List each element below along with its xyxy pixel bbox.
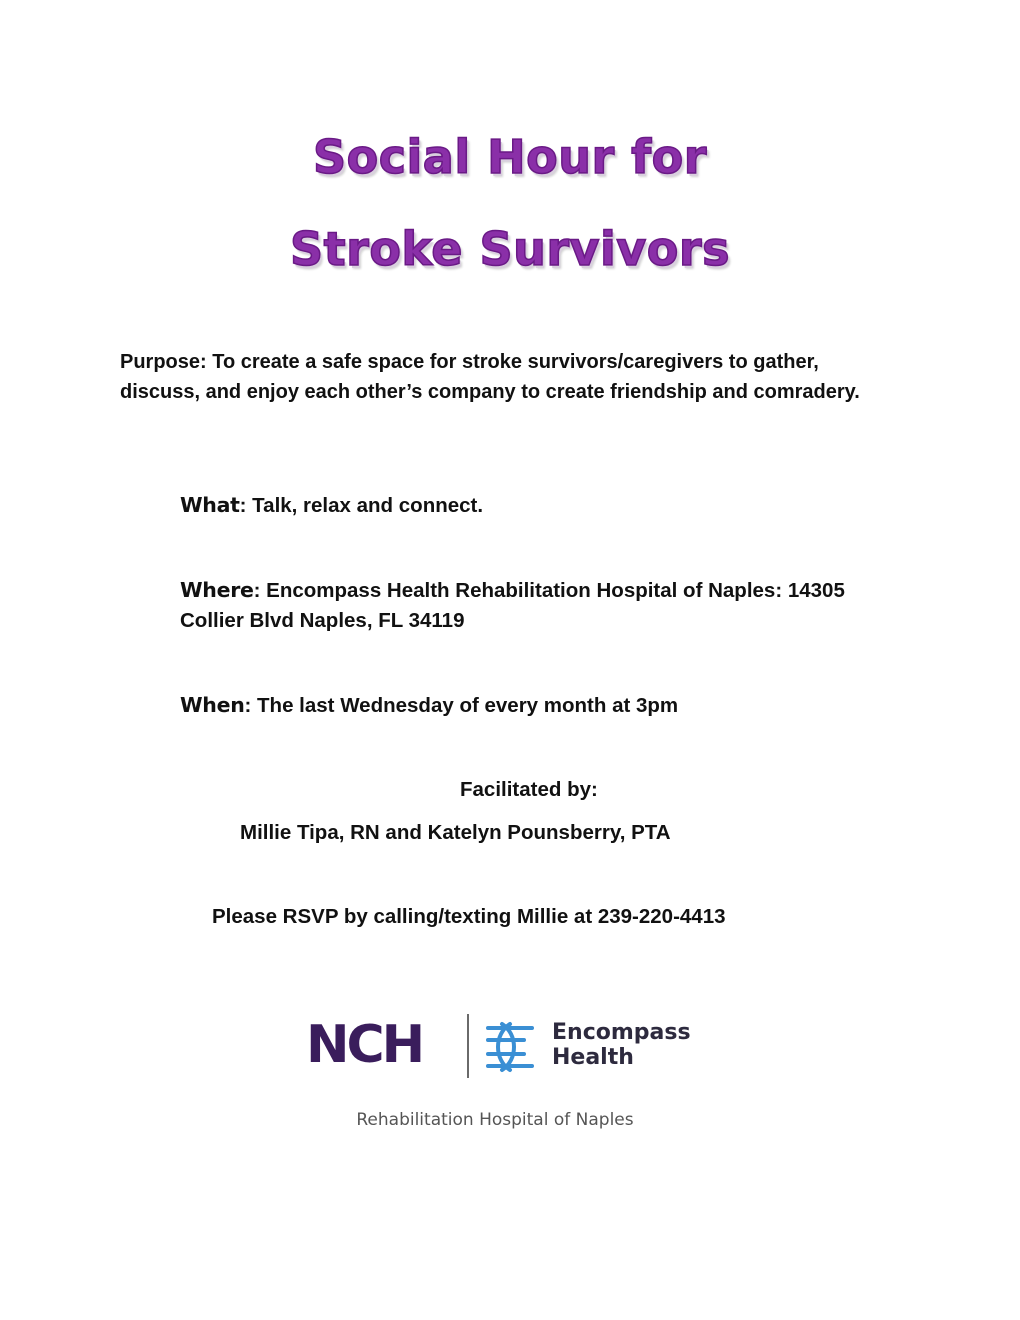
title-line-1: Social Hour for [313,130,707,184]
encompass-health-text [552,1020,691,1070]
encompass-word: Encompass [552,1020,691,1045]
partner-logo [306,1010,706,1082]
nch-logo-text: NCH [306,1015,423,1075]
what-section [180,490,900,521]
where-section [180,575,900,636]
title-line-2: Stroke Survivors [290,222,730,276]
where-value: : Encompass Health Rehabilitation Hospital of Naples: 14305 Collier Blvd Naples, FL 34119 [180,579,845,632]
when-label: When [180,693,245,717]
what-label: What [180,493,240,517]
facilitator-names: Millie Tipa, RN and Katelyn Pounsberry, PTA [240,821,671,844]
purpose-paragraph: Purpose: To create a safe space for stroke survivors/caregivers to gather, discuss, and enjoy each other’s company to create friendship and comradery. [120,351,860,403]
logo-subtitle: Rehabilitation Hospital of Naples [356,1110,634,1130]
encompass-health-icon [482,1020,546,1074]
facilitated-by-label: Facilitated by: [460,778,598,801]
when-section [180,690,900,721]
where-label: Where [180,578,254,602]
rsvp-line: Please RSVP by calling/texting Millie at 239-220-4413 [212,905,726,928]
when-value: : The last Wednesday of every month at 3pm [244,694,679,717]
health-word: Health [552,1045,634,1070]
what-value: : Talk, relax and connect. [239,494,484,517]
logo-divider [467,1014,469,1078]
